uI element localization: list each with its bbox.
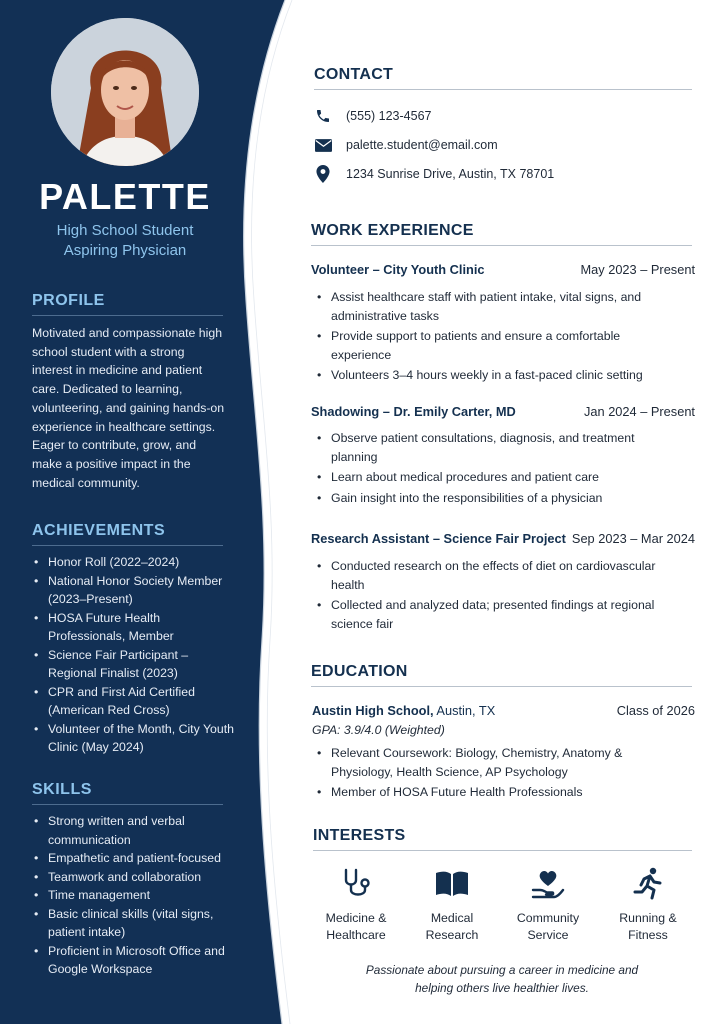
achievement-item: • National Honor Society Member (2023–Present) bbox=[32, 572, 237, 609]
education-heading: EDUCATION bbox=[311, 663, 408, 680]
profile-text: Motivated and compassionate high school student with a strong interest in medicine and patient care. Dedicated to learning, volunteering, and gaining hands-on experience in healthcare settings. Eager to contribute, grow, and make a positive impact in the medical community. bbox=[32, 326, 225, 490]
achievement-item: • CPR and First Aid Certified (American Red Cross) bbox=[32, 683, 237, 720]
education-bullets bbox=[316, 744, 656, 804]
heart-hand-icon bbox=[530, 866, 566, 902]
contact-address bbox=[314, 165, 554, 183]
work-heading: WORK EXPERIENCE bbox=[311, 222, 474, 239]
achievements-heading: ACHIEVEMENTS bbox=[32, 522, 223, 546]
job-date: May 2023 – Present bbox=[580, 262, 695, 277]
job-bullet: • Observe patient consultations, diagnosis, and treatment planning bbox=[316, 429, 656, 466]
skill-item: • Time management bbox=[32, 886, 237, 905]
job-bullet: • Learn about medical procedures and patient care bbox=[316, 468, 656, 487]
job-bullets bbox=[316, 288, 656, 387]
school-name: Austin High School, bbox=[312, 703, 434, 718]
skill-item: • Empathetic and patient-focused bbox=[32, 849, 237, 868]
closing-tagline bbox=[312, 961, 692, 997]
interest-label-2: Research bbox=[425, 928, 479, 942]
email-icon bbox=[314, 136, 332, 154]
interests-divider bbox=[313, 850, 692, 851]
job-bullet: • Volunteers 3–4 hours weekly in a fast-paced clinic setting bbox=[316, 366, 656, 385]
education-bullet: • Relevant Coursework: Biology, Chemistry, Anatomy & Physiology, Health Science, AP Psychology bbox=[316, 744, 656, 781]
skills-heading: SKILLS bbox=[32, 781, 223, 805]
job-bullet: • Provide support to patients and ensure a comfortable experience bbox=[316, 327, 656, 364]
profile-photo bbox=[51, 18, 199, 166]
sidebar bbox=[0, 0, 265, 1024]
work-divider bbox=[311, 245, 692, 246]
education-class: Class of 2026 bbox=[616, 703, 695, 718]
skill-item: • Proficient in Microsoft Office and Google Workspace bbox=[32, 942, 237, 979]
education-gpa: GPA: 3.9/4.0 (Weighted) bbox=[312, 723, 445, 737]
job-bullets bbox=[316, 429, 656, 509]
interest-label-1: Community bbox=[516, 911, 580, 925]
phone-text: (555) 123-4567 bbox=[346, 109, 432, 123]
location-pin-icon bbox=[314, 165, 332, 183]
stethoscope-icon bbox=[338, 866, 374, 902]
job-bullet: • Gain insight into the responsibilities of a physician bbox=[316, 489, 656, 508]
phone-icon bbox=[314, 107, 332, 125]
job-title: Shadowing – Dr. Emily Carter, MD bbox=[311, 404, 516, 419]
subtitle-line-2: Aspiring Physician bbox=[63, 242, 187, 259]
interest-item bbox=[407, 866, 497, 944]
job-date: Sep 2023 – Mar 2024 bbox=[571, 531, 695, 546]
interest-label-1: Running & bbox=[619, 911, 677, 925]
interest-label-1: Medicine & bbox=[325, 911, 387, 925]
skill-item: • Strong written and verbal communication bbox=[32, 812, 237, 849]
skills-list bbox=[32, 812, 237, 979]
education-bullet: • Member of HOSA Future Health Professionals bbox=[316, 783, 656, 802]
email-text: palette.student@email.com bbox=[346, 138, 498, 152]
school-location: Austin, TX bbox=[433, 703, 496, 718]
interest-item bbox=[603, 866, 693, 944]
runner-icon bbox=[630, 866, 666, 902]
contact-divider bbox=[314, 89, 692, 90]
job-title: Volunteer – City Youth Clinic bbox=[311, 262, 485, 277]
profile-heading: PROFILE bbox=[32, 292, 223, 316]
skill-item: • Basic clinical skills (vital signs, patient intake) bbox=[32, 905, 237, 942]
interest-label-2: Healthcare bbox=[326, 928, 386, 942]
achievements-list bbox=[32, 553, 237, 757]
interest-label-2: Service bbox=[527, 928, 569, 942]
achievement-item: • Honor Roll (2022–2024) bbox=[32, 553, 237, 572]
interest-label-2: Fitness bbox=[628, 928, 668, 942]
tagline-line-2: helping others live healthier lives. bbox=[415, 981, 589, 995]
job-bullets bbox=[316, 557, 656, 635]
achievement-item: • Volunteer of the Month, City Youth Clinic (May 2024) bbox=[32, 720, 237, 757]
address-text: 1234 Sunrise Drive, Austin, TX 78701 bbox=[346, 167, 555, 181]
tagline-line-1: Passionate about pursuing a career in medicine and bbox=[365, 963, 639, 977]
job-date: Jan 2024 – Present bbox=[584, 404, 695, 419]
job-title: Research Assistant – Science Fair Project bbox=[311, 531, 566, 546]
interest-label-1: Medical bbox=[430, 911, 474, 925]
achievement-item: • Science Fair Participant – Regional Finalist (2023) bbox=[32, 646, 237, 683]
job-bullet: • Conducted research on the effects of diet on cardiovascular health bbox=[316, 557, 656, 594]
contact-email[interactable] bbox=[314, 136, 498, 154]
subtitle-line-1: High School Student bbox=[56, 222, 194, 239]
education-school bbox=[312, 703, 495, 718]
avatar-illustration bbox=[51, 18, 199, 166]
job-bullet: • Collected and analyzed data; presented findings at regional science fair bbox=[316, 596, 656, 633]
interest-item bbox=[503, 866, 593, 944]
skill-item: • Teamwork and collaboration bbox=[32, 868, 237, 887]
education-divider bbox=[311, 686, 692, 687]
contact-heading: CONTACT bbox=[314, 66, 394, 83]
book-icon bbox=[434, 866, 470, 902]
contact-phone[interactable] bbox=[314, 107, 431, 125]
achievement-item: • HOSA Future Health Professionals, Member bbox=[32, 609, 237, 646]
job-bullet: • Assist healthcare staff with patient intake, vital signs, and administrative tasks bbox=[316, 288, 656, 325]
candidate-name: PALETTE bbox=[39, 176, 211, 217]
interests-heading: INTERESTS bbox=[313, 827, 406, 844]
interest-item bbox=[311, 866, 401, 944]
